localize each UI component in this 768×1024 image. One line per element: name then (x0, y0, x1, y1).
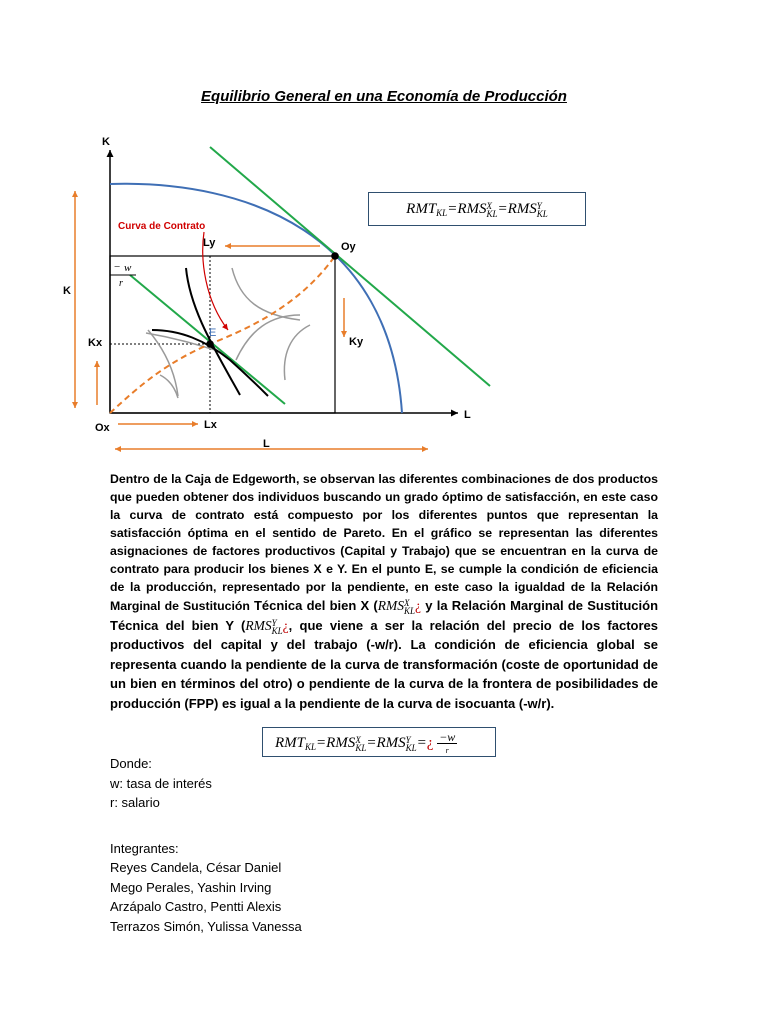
isoquant-tangent-line (130, 275, 285, 404)
oy-label: Oy (341, 241, 356, 253)
team-member: Arzápalo Castro, Pentti Alexis (110, 899, 282, 915)
isoquant-x-low2 (160, 375, 178, 398)
point-e (206, 340, 214, 348)
eq1-rms-y: RMS (507, 201, 537, 217)
l-axis-label: L (464, 409, 471, 421)
lx-label: Lx (204, 419, 217, 431)
rms-y-sub: KL (271, 625, 283, 636)
definition-w: w: tasa de interés (110, 775, 212, 791)
eq2-sub-y: KL (405, 743, 417, 753)
team-heading: Integrantes: (110, 841, 179, 856)
contract-curve (110, 256, 335, 413)
eq1-sub-x: KL (486, 209, 498, 219)
rms-y-glyph: ¿ (282, 617, 289, 633)
rms-x (377, 598, 422, 616)
ox-label: Ox (95, 422, 110, 434)
contract-curve-label: Curva de Contrato (118, 221, 206, 232)
kx-label: Kx (88, 337, 103, 349)
eq2-rms-y: RMS (376, 735, 406, 751)
eq2-sup-x: X (355, 735, 361, 745)
eq1-rms-y-idx (537, 202, 548, 218)
description-paragraph (110, 470, 658, 714)
k-axis-label: K (102, 136, 110, 148)
slope-minus: − (114, 261, 121, 273)
eq1-sub-y: KL (536, 209, 548, 219)
eq2-rmt-sub: KL (305, 742, 317, 752)
rms-y-base: RMS (245, 617, 272, 633)
equation-box-top: $RMT_{KL}=RMSX$ KL=RMSY KL (368, 192, 586, 226)
rms-x-base: RMS (377, 598, 405, 613)
isoquant-y-low (236, 315, 300, 360)
team-member: Terrazos Simón, Yulissa Vanessa (110, 918, 302, 934)
rms-x-glyph: ¿ (415, 598, 422, 613)
page-title: Equilibrio General en una Economía de Producción (201, 88, 567, 105)
eq1-rms-x-idx (486, 202, 497, 218)
rms-y-sup: Y (271, 617, 277, 628)
l-bottom-label: L (263, 438, 270, 450)
eq2-rms-x-idx (355, 736, 366, 752)
rms-y-idx (272, 619, 283, 635)
definition-r: r: salario (110, 795, 160, 811)
point-e-label: E (209, 327, 217, 339)
rms-x-sub: KL (404, 606, 416, 616)
isoquant-y-mid (232, 268, 300, 320)
edgeworth-box (110, 256, 335, 413)
eq1-sup-x: X (486, 201, 492, 211)
eq1-sup-y: Y (536, 201, 542, 211)
eq2-rmt: RMT (275, 735, 305, 751)
rms-x-idx (404, 599, 415, 615)
ky-label: Ky (349, 336, 364, 348)
eq2-rms-y-idx (406, 736, 417, 752)
eq1-rmt: RMT (406, 201, 437, 217)
eq2-sub-x: KL (355, 743, 367, 753)
paragraph-part-2a: Técnica del bien X ( (253, 598, 378, 613)
isoquant-y-far (284, 325, 310, 380)
k-side-label: K (63, 285, 71, 297)
eq2-glyph: ¿ (426, 735, 434, 751)
eq2-rms-x: RMS (326, 735, 356, 751)
team-list (110, 839, 302, 936)
definitions (110, 754, 212, 813)
rms-x-sup: X (404, 598, 410, 608)
eq1-rmt-sub: KL (436, 208, 448, 218)
eq1-rms-x: RMS (457, 201, 487, 217)
rms-y (245, 617, 289, 636)
paragraph-part-2c: , (288, 617, 293, 633)
slope-r: r (119, 278, 123, 289)
ppf-tangent-line (210, 147, 490, 386)
eq2-numerator: −w (439, 729, 456, 744)
equation-box-bottom: $RMT_{KL}=RMSX$ KL=RMSY KL=¿ $\frac{-w}{r}$ (262, 727, 496, 757)
paragraph-part-2b: y la Relación Marginal de Sustitución Técnica del bien Y ( (110, 598, 659, 633)
paragraph-part-3: que viene a ser la relación del precio de los factores productivos del capital y del trabajo (-w/r). La condición de eficiencia global se representa cuando la pendiente de la curva de transformación (coste de oportunidad de un bien en términos del otro) o pendiente de la curva de la frontera de posibilidades de producción (FPP) es igual a la pendiente de la curva de isocuanta (-w/r). (110, 617, 658, 711)
team-member: Reyes Candela, César Daniel (110, 860, 282, 876)
edgeworth-box-diagram (0, 120, 768, 460)
ly-label: Ly (203, 237, 216, 249)
eq2-fraction (437, 729, 457, 756)
eq2-denominator: r (445, 745, 449, 755)
eq2-sup-y: Y (405, 735, 411, 745)
point-oy (331, 252, 339, 260)
paragraph-part-1: Dentro de la Caja de Edgeworth, se observan las diferentes combinaciones de dos productos que pueden obtener dos individuos buscando un grado óptimo de satisfacción, en este caso la curva de contrato está compuesto por los diferentes puntos que representan la satisfacción óptima en el sentido de Pareto. En el gráfico se representan las diferentes asignaciones de factores productivos (Capital y Trabajo) que se encuentran en la curva de contrato para producir los bienes X e Y. En el punto E, se cumple la condición de eficiencia de la producción, representado por la pendiente, en este caso la igualdad de la Relación Marginal de Sustitución (110, 472, 658, 613)
team-member: Mego Perales, Yashin Irving (110, 879, 272, 895)
definitions-heading: Donde: (110, 756, 152, 771)
slope-w: w (124, 262, 132, 274)
